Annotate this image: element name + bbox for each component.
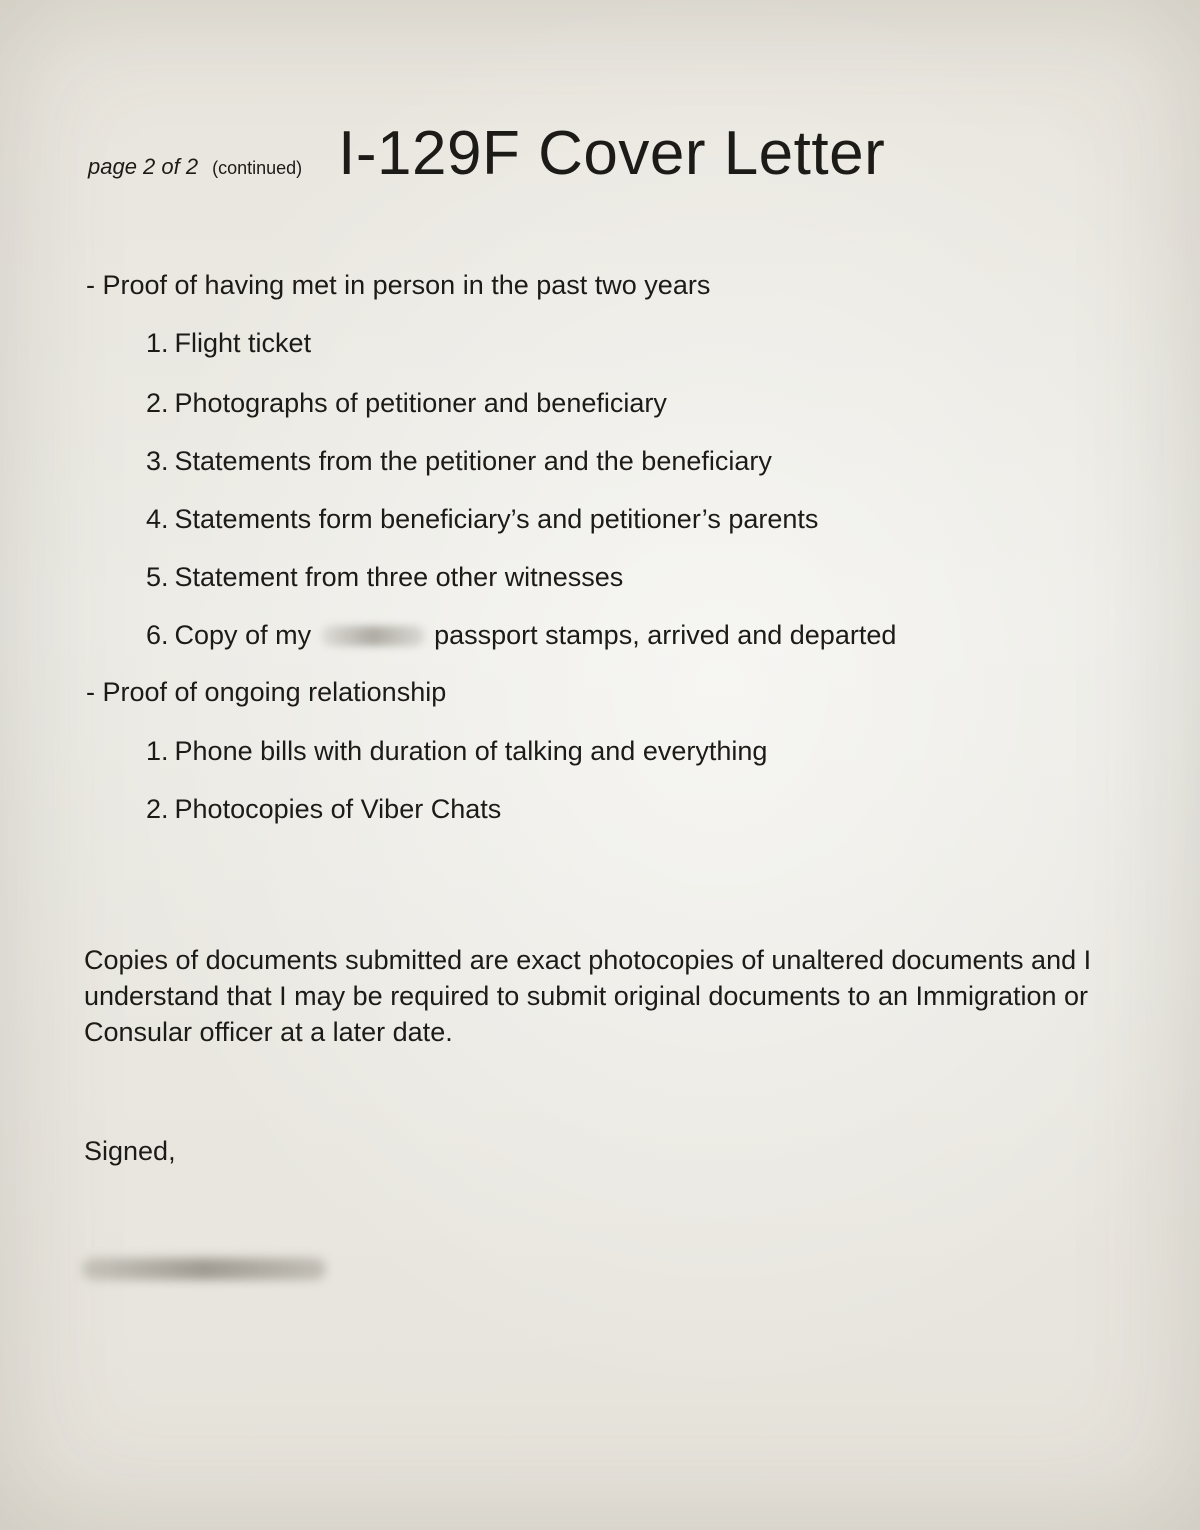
- item-text: Photocopies of Viber Chats: [174, 794, 502, 824]
- list-item: [146, 504, 818, 535]
- list-item: [146, 620, 896, 651]
- item-number: 2.: [146, 388, 169, 418]
- section-heading-ongoing-relationship: - Proof of ongoing relationship: [86, 677, 447, 707]
- item-text-before-redaction: Copy of my: [174, 620, 312, 650]
- redacted-word: [321, 626, 425, 646]
- closing-signed: Signed,: [84, 1136, 176, 1166]
- document-title: I-129F Cover Letter: [338, 119, 886, 188]
- declaration-paragraph: Copies of documents submitted are exact photocopies of unaltered documents and I understand that I may be required to submit original documents to an Immigration or Consular officer at a later date.: [84, 945, 1092, 1047]
- list-item: [146, 328, 311, 359]
- continued-label: (continued): [212, 158, 303, 178]
- page-indicator: page 2 of 2: [88, 154, 199, 179]
- item-number: 1.: [146, 736, 169, 766]
- item-text: Statements from the petitioner and the beneficiary: [174, 446, 772, 476]
- item-number: 2.: [146, 794, 169, 824]
- item-text: Statements form beneficiary’s and petitioner’s parents: [174, 504, 819, 534]
- item-text-after-redaction: passport stamps, arrived and departed: [434, 620, 897, 650]
- section-heading-met-in-person: - Proof of having met in person in the past two years: [86, 270, 711, 300]
- list-item: [146, 446, 772, 477]
- item-number: 1.: [146, 328, 169, 358]
- list-item: [146, 562, 623, 593]
- item-number: 5.: [146, 562, 169, 592]
- list-item: [146, 736, 767, 767]
- list-item: [146, 794, 501, 825]
- page-header: [88, 118, 885, 189]
- item-number: 4.: [146, 504, 169, 534]
- item-text: Photographs of petitioner and beneficiary: [174, 388, 667, 418]
- item-number: 6.: [146, 620, 169, 650]
- item-text: Statement from three other witnesses: [174, 562, 624, 592]
- list-item: [146, 388, 667, 419]
- item-number: 3.: [146, 446, 169, 476]
- redacted-signature: [82, 1258, 326, 1280]
- item-text: Flight ticket: [174, 328, 312, 358]
- item-text: Phone bills with duration of talking and everything: [174, 736, 768, 766]
